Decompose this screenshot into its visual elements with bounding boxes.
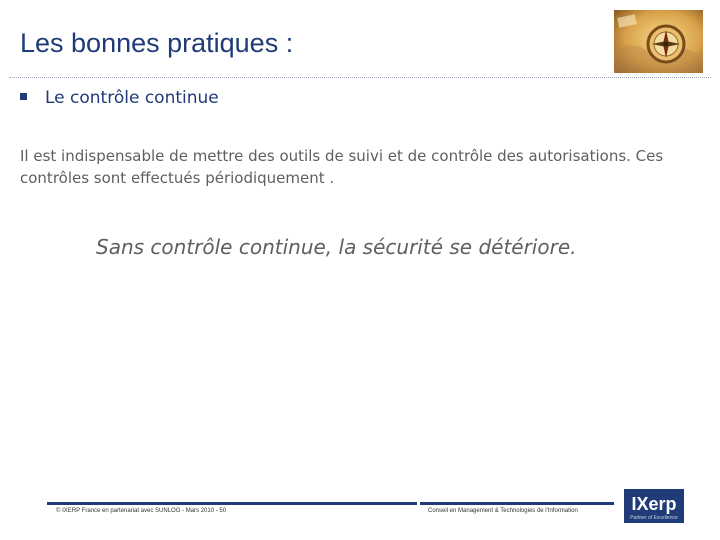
footer-tagline: Conseil en Management & Technologies de l'Information <box>428 508 578 514</box>
ixerp-logo <box>624 489 684 523</box>
bullet-label: Le contrôle continue <box>45 88 219 108</box>
logo-wordmark: IXerp <box>631 494 677 514</box>
logo-subtext: Partner of Excellence <box>630 515 678 521</box>
footer-divider-right <box>420 502 614 505</box>
body-paragraph: Il est indispensable de mettre des outils de suivi et de contrôle des autorisations. Ces contrôles sont effectués périodiquement . <box>20 147 664 187</box>
footer-divider-left <box>47 502 417 505</box>
slide-title: Les bonnes pratiques : <box>20 28 294 58</box>
bullet-item <box>20 88 219 108</box>
square-bullet-icon <box>20 93 27 100</box>
footer-copyright: © IXERP France en partenariat avec SUNLOG - Mars 2010 - 50 <box>56 508 227 514</box>
title-divider <box>9 77 711 78</box>
emphasis-statement: Sans contrôle continue, la sécurité se détériore. <box>96 235 577 259</box>
compass-image <box>614 10 703 73</box>
